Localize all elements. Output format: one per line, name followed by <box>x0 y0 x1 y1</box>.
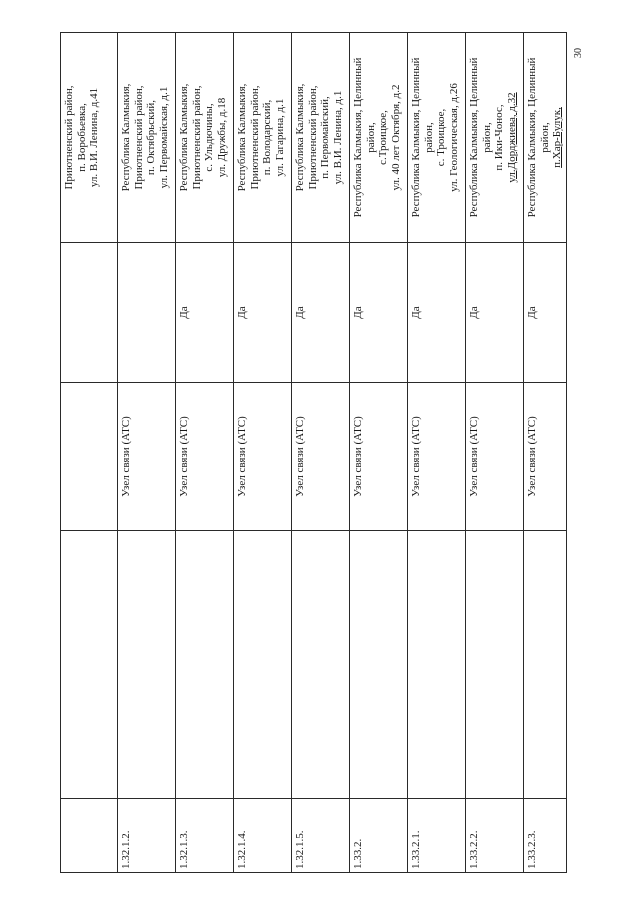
address-line: ул. Дружбы, д.18 <box>215 97 228 178</box>
row-number: 1.32.1.5. <box>292 799 350 873</box>
blank-cell <box>176 531 234 799</box>
availability: Да <box>350 243 408 383</box>
address-line: район, <box>538 122 551 153</box>
address-line: п. Первомайский, <box>319 96 332 179</box>
address-line: ул. 40 лет Октября, д.2 <box>389 84 402 191</box>
row-number <box>61 799 118 873</box>
address-line: район, <box>422 122 435 153</box>
address-cell <box>176 33 234 243</box>
address-line: Республика Калмыкия, Целинный <box>410 57 422 218</box>
table-row <box>408 33 466 873</box>
availability <box>61 243 118 383</box>
address-cell <box>350 33 408 243</box>
address-line: ул. Геологическая, д.26 <box>447 83 460 192</box>
availability: Да <box>466 243 524 383</box>
blank-cell <box>408 531 466 799</box>
availability <box>118 243 176 383</box>
object-type: Узел связи (АТС) <box>350 383 408 531</box>
address-line: Республика Калмыкия, Целинный <box>526 57 538 218</box>
table-row <box>176 33 234 873</box>
address-line: район, <box>364 122 377 153</box>
address-cell <box>292 33 350 243</box>
address-line: Приютненский район, <box>306 85 319 190</box>
object-type: Узел связи (АТС) <box>524 383 567 531</box>
address-line: Приютненский район, <box>63 85 75 190</box>
address-line: ул. В.И. Ленина, д.1 <box>331 90 344 185</box>
address-line: Республика Калмыкия, Целинный <box>468 57 480 218</box>
address-line: с. Троицкое, <box>435 108 448 167</box>
availability: Да <box>176 243 234 383</box>
table-row <box>524 33 567 873</box>
blank-cell <box>118 531 176 799</box>
object-type: Узел связи (АТС) <box>234 383 292 531</box>
blank-cell <box>350 531 408 799</box>
address-line: Республика Калмыкия, <box>178 83 190 192</box>
address-line: район, <box>480 122 493 153</box>
rotated-table-container <box>60 33 564 873</box>
address-line: Республика Калмыкия, <box>294 83 306 192</box>
table-row <box>466 33 524 873</box>
address-line: Республика Калмыкия, <box>236 83 248 192</box>
row-number: 1.32.1.2. <box>118 799 176 873</box>
table-viewport <box>60 33 564 873</box>
object-type: Узел связи (АТС) <box>408 383 466 531</box>
availability: Да <box>292 243 350 383</box>
address-cell <box>524 33 567 243</box>
address-line: Приютненский район, <box>190 85 203 190</box>
address-line: ул. Первомайская, д.1 <box>157 86 170 189</box>
blank-cell <box>524 531 567 799</box>
availability: Да <box>234 243 292 383</box>
table-row <box>118 33 176 873</box>
table-row <box>292 33 350 873</box>
address-line: Приютненский район, <box>132 85 145 190</box>
table-row <box>234 33 292 873</box>
address-line: п. Ики-Чонос, <box>493 104 506 171</box>
blank-cell <box>234 531 292 799</box>
address-line: п. Воробьевка, <box>75 103 88 172</box>
table-row <box>350 33 408 873</box>
object-type: Узел связи (АТС) <box>292 383 350 531</box>
row-number: 1.32.1.3. <box>176 799 234 873</box>
blank-cell <box>466 531 524 799</box>
address-line: ул. Гагарина, д.1 <box>273 98 286 177</box>
object-type: Узел связи (АТС) <box>118 383 176 531</box>
object-type: Узел связи (АТС) <box>176 383 234 531</box>
page-number: 30 <box>573 48 584 58</box>
address-line: ул.Дорджиева, д.32 <box>505 92 518 183</box>
row-number: 1.33.2. <box>350 799 408 873</box>
facilities-table <box>60 32 567 873</box>
table-row <box>61 33 118 873</box>
row-number: 1.33.2.1. <box>408 799 466 873</box>
availability: Да <box>408 243 466 383</box>
address-line: с. Ульдючины, <box>203 103 216 172</box>
address-line: ул. В.И. Ленина, д.41 <box>88 87 101 188</box>
address-line: с.Троицкое, <box>377 110 390 165</box>
address-line: Приютненский район, <box>248 85 261 190</box>
address-line: Республика Калмыкия, <box>120 83 132 192</box>
address-line: п. Октябрьский, <box>145 99 158 176</box>
address-line: п. Володарский, <box>261 99 274 176</box>
blank-cell <box>61 531 118 799</box>
address-cell <box>408 33 466 243</box>
address-line: п.Хар-Булук, <box>551 107 564 168</box>
address-line: Республика Калмыкия, Целинный <box>352 57 364 218</box>
row-number: 1.33.2.3. <box>524 799 567 873</box>
object-type <box>61 383 118 531</box>
address-cell <box>118 33 176 243</box>
object-type: Узел связи (АТС) <box>466 383 524 531</box>
row-number: 1.32.1.4. <box>234 799 292 873</box>
address-cell <box>61 33 118 243</box>
address-cell <box>466 33 524 243</box>
address-cell <box>234 33 292 243</box>
availability: Да <box>524 243 567 383</box>
row-number: 1.33.2.2. <box>466 799 524 873</box>
blank-cell <box>292 531 350 799</box>
